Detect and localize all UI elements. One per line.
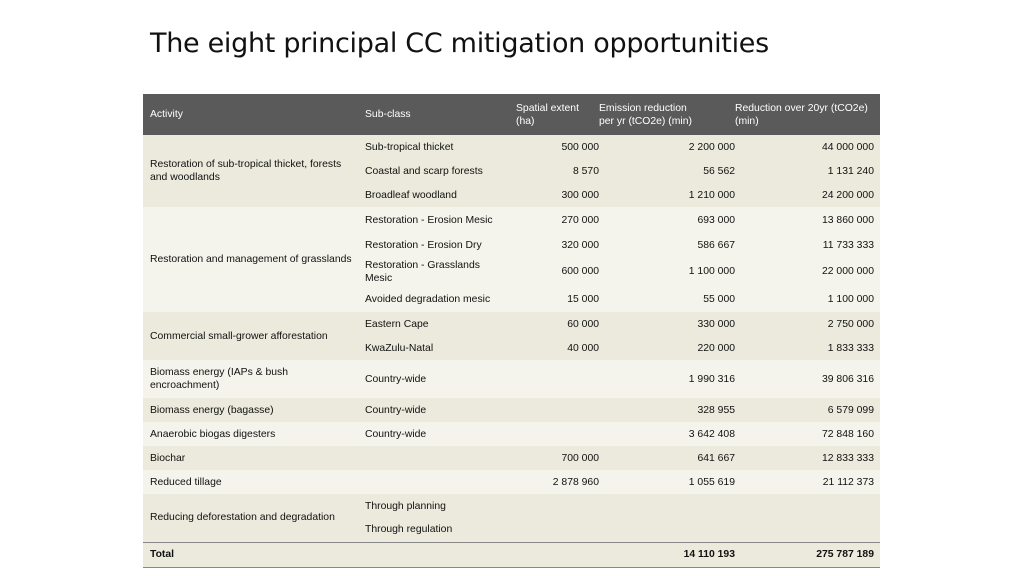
spatial-cell [510, 494, 599, 518]
total-row [143, 542, 880, 567]
total-subclass-cell [363, 542, 510, 567]
table-row [143, 422, 880, 446]
table-row [143, 207, 880, 233]
total-spatial-cell [510, 542, 599, 567]
activity-cell: Biomass energy (bagasse) [143, 398, 363, 422]
emission-cell: 56 562 [599, 159, 735, 183]
activity-cell: Restoration and management of grasslands [143, 207, 363, 312]
subclass-cell: Coastal and scarp forests [363, 159, 510, 183]
emission-cell: 55 000 [599, 286, 735, 312]
activity-cell: Reduced tillage [143, 470, 363, 494]
spatial-cell: 40 000 [510, 336, 599, 360]
spatial-cell [510, 518, 599, 542]
reduction-cell: 11 733 333 [735, 233, 880, 257]
emission-cell: 1 210 000 [599, 183, 735, 207]
header-emission-line2: per yr (tCO2e) (min) [599, 115, 692, 127]
subclass-cell: Broadleaf woodland [363, 183, 510, 207]
spatial-cell [510, 360, 599, 398]
reduction-cell: 1 833 333 [735, 336, 880, 360]
spatial-cell: 8 570 [510, 159, 599, 183]
subclass-cell: Country-wide [363, 422, 510, 446]
emission-cell [599, 518, 735, 542]
subclass-cell: Country-wide [363, 360, 510, 398]
subclass-cell: Restoration - Erosion Dry [363, 233, 510, 257]
subclass-cell [363, 446, 510, 470]
spatial-cell: 15 000 [510, 286, 599, 312]
table-body [143, 135, 880, 567]
reduction-cell: 39 806 316 [735, 360, 880, 398]
spatial-cell: 270 000 [510, 207, 599, 233]
subclass-cell: Through planning [363, 494, 510, 518]
mitigation-table-container [143, 94, 880, 568]
reduction-cell: 22 000 000 [735, 257, 880, 286]
reduction-cell: 2 750 000 [735, 312, 880, 336]
emission-cell [599, 494, 735, 518]
reduction-cell: 1 131 240 [735, 159, 880, 183]
subclass-cell: Eastern Cape [363, 312, 510, 336]
table-row [143, 360, 880, 398]
table-row [143, 398, 880, 422]
spatial-cell: 700 000 [510, 446, 599, 470]
reduction-cell: 44 000 000 [735, 135, 880, 159]
reduction-cell: 12 833 333 [735, 446, 880, 470]
reduction-cell: 6 579 099 [735, 398, 880, 422]
reduction-cell: 72 848 160 [735, 422, 880, 446]
header-spatial-line2: (ha) [516, 115, 535, 127]
subclass-cell: Restoration - Erosion Mesic [363, 207, 510, 233]
subclass-cell: Sub-tropical thicket [363, 135, 510, 159]
spatial-cell: 600 000 [510, 257, 599, 286]
spatial-cell: 500 000 [510, 135, 599, 159]
emission-cell: 220 000 [599, 336, 735, 360]
spatial-cell [510, 398, 599, 422]
spatial-cell: 320 000 [510, 233, 599, 257]
header-emission-reduction [599, 94, 735, 135]
header-spatial-extent [510, 94, 599, 135]
activity-cell: Biochar [143, 446, 363, 470]
reduction-cell: 1 100 000 [735, 286, 880, 312]
emission-cell: 3 642 408 [599, 422, 735, 446]
reduction-cell [735, 494, 880, 518]
activity-cell: Anaerobic biogas digesters [143, 422, 363, 446]
spatial-cell [510, 422, 599, 446]
subclass-cell: Avoided degradation mesic [363, 286, 510, 312]
spatial-cell: 2 878 960 [510, 470, 599, 494]
activity-cell: Biomass energy (IAPs & bush encroachment) [143, 360, 363, 398]
table-row [143, 494, 880, 518]
mitigation-table [143, 94, 880, 568]
page-title: The eight principal CC mitigation opportunities [150, 28, 769, 59]
header-spatial-line1: Spatial extent [516, 102, 579, 114]
emission-cell: 1 100 000 [599, 257, 735, 286]
table-row [143, 135, 880, 159]
table-header-row [143, 94, 880, 135]
spatial-cell: 300 000 [510, 183, 599, 207]
table-row [143, 446, 880, 470]
total-reduction-cell: 275 787 189 [735, 542, 880, 567]
emission-cell: 2 200 000 [599, 135, 735, 159]
header-reduction-line2: (min) [735, 115, 759, 127]
subclass-cell: Through regulation [363, 518, 510, 542]
subclass-cell: KwaZulu-Natal [363, 336, 510, 360]
total-label: Total [143, 542, 363, 567]
spatial-cell: 60 000 [510, 312, 599, 336]
header-reduction-line1: Reduction over 20yr (tCO2e) [735, 102, 868, 114]
table-row [143, 470, 880, 494]
emission-cell: 1 055 619 [599, 470, 735, 494]
emission-cell: 328 955 [599, 398, 735, 422]
subclass-cell: Restoration - Grasslands Mesic [363, 257, 510, 286]
total-emission-cell: 14 110 193 [599, 542, 735, 567]
activity-cell: Commercial small-grower afforestation [143, 312, 363, 360]
emission-cell: 586 667 [599, 233, 735, 257]
header-activity: Activity [143, 94, 363, 135]
reduction-cell: 21 112 373 [735, 470, 880, 494]
emission-cell: 693 000 [599, 207, 735, 233]
reduction-cell [735, 518, 880, 542]
reduction-cell: 13 860 000 [735, 207, 880, 233]
subclass-cell [363, 470, 510, 494]
reduction-cell: 24 200 000 [735, 183, 880, 207]
subclass-cell: Country-wide [363, 398, 510, 422]
emission-cell: 641 667 [599, 446, 735, 470]
emission-cell: 1 990 316 [599, 360, 735, 398]
header-subclass: Sub-class [363, 94, 510, 135]
header-emission-line1: Emission reduction [599, 102, 687, 114]
table-row [143, 312, 880, 336]
emission-cell: 330 000 [599, 312, 735, 336]
header-reduction-20yr [735, 94, 880, 135]
activity-cell: Reducing deforestation and degradation [143, 494, 363, 542]
activity-cell: Restoration of sub-tropical thicket, forests and woodlands [143, 135, 363, 207]
